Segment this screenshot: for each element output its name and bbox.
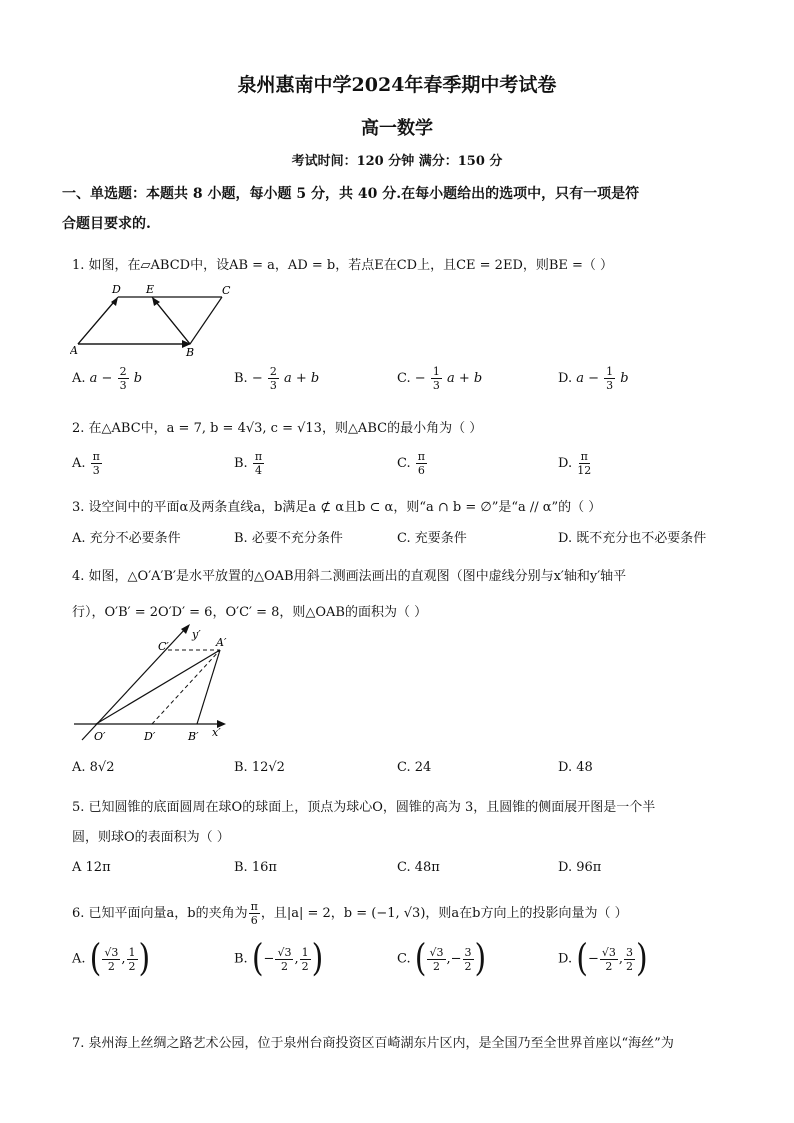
label-x-prime: x′ bbox=[212, 726, 221, 739]
question-3-text: 3. 设空间中的平面α及两条直线a，b满足a ⊄ α且b ⊂ α，则“a ∩ b = ∅”是“a // α”的（ ） bbox=[72, 500, 602, 515]
q5-option-a[interactable]: A 12π bbox=[72, 860, 111, 875]
question-7-text: 7. 泉州海上丝绸之路艺术公园，位于泉州台商投资区百崎湖东片区内，是全国乃至全世界首座以“海丝”为 bbox=[72, 1036, 674, 1051]
q4-option-a[interactable]: A. 8√2 bbox=[72, 760, 115, 775]
exam-title: 泉州惠南中学2024年春季期中考试卷 bbox=[237, 74, 557, 96]
q5-option-c[interactable]: C. 48π bbox=[397, 860, 440, 875]
label-y-prime: y′ bbox=[192, 628, 201, 641]
q3-option-d[interactable]: D. 既不充分也不必要条件 bbox=[558, 531, 707, 546]
q2-option-b[interactable]: B. $\frac{\pi}{4}$ bbox=[234, 450, 263, 477]
label-A: A bbox=[70, 344, 78, 357]
exam-info: 考试时间：120 分钟 满分：150 分 bbox=[291, 154, 503, 169]
label-C: C bbox=[222, 284, 231, 297]
q2-option-c[interactable]: C. $\frac{\pi}{6}$ bbox=[397, 450, 425, 477]
q5-option-d[interactable]: D. 96π bbox=[558, 860, 602, 875]
q6-option-b[interactable]: B. (− $\frac{√3}{2}$ , $\frac{1}{2}$ ) bbox=[234, 936, 324, 981]
oblique-projection-figure bbox=[70, 622, 240, 746]
label-C-prime: C′ bbox=[158, 640, 169, 653]
q6-option-d[interactable]: D. (− $\frac{√3}{2}$ , $\frac{3}{2}$ ) bbox=[558, 936, 648, 981]
question-6-text: 6. 已知平面向量a，b的夹角为 $\frac{\pi}{6}$ ，且|a| = 2，b = (−1, √3)，则a在b方向上的投影向量为（ ） bbox=[72, 900, 628, 927]
question-4-text-cont: 行），O′B′ = 2O′D′ = 6，O′C′ = 8，则△OAB的面积为（ ） bbox=[72, 605, 428, 620]
q2-option-d[interactable]: D. $\frac{\pi}{12}$ bbox=[558, 450, 592, 477]
parallelogram-figure bbox=[70, 282, 240, 360]
question-5-text-cont: 圆，则球O的表面积为（ ） bbox=[72, 830, 230, 845]
question-2-text: 2. 在△ABC中，a = 7, b = 4√3, c = √13，则△ABC的最小角为（ ） bbox=[72, 421, 483, 436]
q4-option-b[interactable]: B. 12√2 bbox=[234, 760, 285, 775]
label-B: B bbox=[186, 346, 195, 359]
label-D: D bbox=[112, 283, 121, 296]
q1-option-b[interactable]: B. − $\frac{2}{3}$ a + b bbox=[234, 365, 320, 392]
q4-option-d[interactable]: D. 48 bbox=[558, 760, 593, 775]
q6-option-a[interactable]: A. ( $\frac{√3}{2}$ , $\frac{1}{2}$ ) bbox=[72, 936, 151, 981]
q3-option-a[interactable]: A. 充分不必要条件 bbox=[72, 531, 181, 546]
q2-option-a[interactable]: A. $\frac{\pi}{3}$ bbox=[72, 450, 100, 477]
question-1-text: 1. 如图，在▱ABCD中，设AB = a，AD = b，若点E在CD上，且CE = 2ED，则BE =（ ） bbox=[72, 258, 614, 273]
q1-option-d[interactable]: D. a − $\frac{1}{3}$ b bbox=[558, 365, 629, 392]
question-4-text: 4. 如图，△O′A′B′是水平放置的△OAB用斜二测画法画出的直观图（图中虚线分别与x′轴和y′轴平 bbox=[72, 569, 627, 584]
q6-option-c[interactable]: C. ( $\frac{√3}{2}$ ,− $\frac{3}{2}$ ) bbox=[397, 936, 487, 981]
label-O-prime: O′ bbox=[94, 730, 106, 743]
q1-option-a[interactable]: A. a − $\frac{2}{3}$ b bbox=[72, 365, 143, 392]
q5-option-b[interactable]: B. 16π bbox=[234, 860, 277, 875]
label-E: E bbox=[146, 283, 155, 296]
q3-option-b[interactable]: B. 必要不充分条件 bbox=[234, 531, 343, 546]
label-A-prime: A′ bbox=[216, 636, 227, 649]
question-5-text: 5. 已知圆锥的底面圆周在球O的球面上，顶点为球心O，圆锥的高为 3，且圆锥的侧面展开图是一个半 bbox=[72, 800, 656, 815]
section-heading: 一、单选题：本题共 8 小题，每小题 5 分，共 40 分.在每小题给出的选项中，只有一项是符 bbox=[62, 186, 640, 202]
q3-option-c[interactable]: C. 充要条件 bbox=[397, 531, 467, 546]
section-heading-cont: 合题目要求的. bbox=[62, 216, 151, 232]
q4-option-c[interactable]: C. 24 bbox=[397, 760, 432, 775]
label-B-prime: B′ bbox=[188, 730, 199, 743]
q1-option-c[interactable]: C. − $\frac{1}{3}$ a + b bbox=[397, 365, 483, 392]
label-D-prime: D′ bbox=[144, 730, 156, 743]
subject-title: 高一数学 bbox=[361, 118, 433, 139]
